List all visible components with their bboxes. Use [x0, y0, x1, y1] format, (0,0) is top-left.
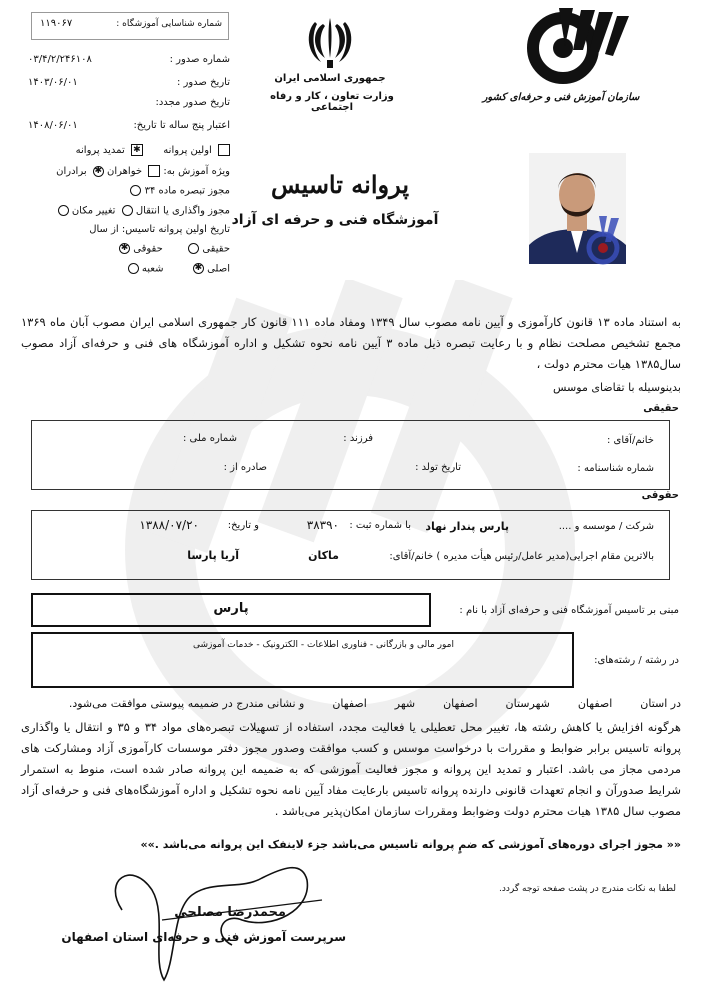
sisters-checkbox[interactable]: [148, 165, 160, 177]
first-license-label: اولین پروانه: [163, 145, 212, 156]
art34-radio[interactable]: [130, 185, 141, 196]
handwritten-signature: [92, 850, 342, 990]
id-number-label: شماره شناسنامه :: [577, 463, 654, 474]
intro-request: بدینوسیله با تقاضای موسس: [553, 381, 681, 394]
executive-last-name: ماکان: [308, 549, 339, 562]
license-type-row: [76, 144, 230, 156]
issue-date-row: [28, 77, 230, 88]
art34-label: مجوز تبصره ماده ۳۴: [144, 185, 230, 197]
intro-paragraph: به استناد ماده ۱۳ قانون کارآموزی و آیین نامه مصوب سال ۱۳۴۹ ومفاد ماده ۱۱۱ قانون کار جمهوری اسلامی ایران مصوب آبان ماه ۱۳۶۹ مجمع تشخیص مصلحت نظام و با رعایت تبصره ذیل ماده ۳ آیین نامه نحوه تشکیل و اداره آموزشگاه های فنی و حرفه‌ای آزاد مصوب سال۱۳۸۵ هیات محترم دولت ،: [21, 315, 681, 371]
issue-number-value: ۰۳/۴/۲/۲۴۶۱۰۸: [28, 54, 92, 65]
transfer-label: مجوز واگذاری یا انتقال: [135, 205, 230, 217]
ministry-name: وزارت تعاون ، کار و رفاه اجتماعی: [270, 91, 394, 113]
registration-box: [31, 12, 229, 40]
body-paragraph: هرگونه افزایش یا کاهش رشته ها، تغییر محل تعطیلی یا فعالیت مجدد، استفاده از تسهیلات تبصره‌های مواد ۳۴ و ۳۵ و انتقال یا واگذاری پروانه تاسیس برابر ضوابط و مقررات با درخواست موسس و کسب موافقت وصدور مجوز دفتر موسسات کارآموزی آزاد ومشارکت های مردمی مجاز می باشد. اعتبار و تمدید این پروانه و مجوز فعالیت آموزشی که به ضمیمه این پروانه صادر شده است، منوط به استمرار شرایط صدورآن و انجام تعهدات قانونی دارنده پروانه تاسیس بارعایت مفاد آیین نامه نحوه تشکیل و اداره آموزشگاه‌های فنی و حرفه‌ای آزاد مصوب سال ۱۳۸۵ هیات محترم دولت وضوابط ومقررات سازمان امکان‌پذیر می‌باشد .: [21, 720, 681, 818]
school-name-box: [31, 593, 431, 627]
natural-radio[interactable]: [188, 243, 199, 254]
reg-date-label: و تاریخ:: [227, 520, 259, 531]
stamp-badge-icon: [585, 212, 625, 268]
issue-date-label: تاریخ صدور :: [176, 77, 230, 88]
change-place-radio[interactable]: [58, 205, 69, 216]
fields-box: [31, 632, 574, 688]
company-name: پارس پندار نهاد: [425, 520, 509, 533]
org-name: سازمان آموزش فنی و حرفه‌ای کشور: [482, 92, 640, 103]
executive-label: بالاترین مقام اجرایی(مدیر عامل/رئیس هیأت مدیره ) خانم/آقای:: [389, 551, 654, 562]
legal-heading: حقوقی: [641, 490, 679, 501]
main-radio[interactable]: ✱: [194, 263, 203, 273]
special-training-label: ویژه آموزش به:: [163, 166, 230, 177]
branch-type-row: [125, 263, 230, 275]
reg-date-value: ۱۳۸۸/۰۷/۲۰: [139, 518, 199, 532]
fields-label: در رشته / رشته‌های:: [594, 655, 679, 666]
natural-person-box: [31, 420, 670, 490]
natural-name-label: خانم/آقای :: [606, 435, 654, 446]
reg-number-value: ۳۸۳۹۰: [306, 518, 339, 532]
birth-date-label: تاریخ تولد :: [415, 462, 461, 473]
bold-note: «« مجوز اجرای دوره‌های آموزشی که ضمٍ پروانه تاسیس می‌باشد جزء لاینفک این پروانه می‌باشد .»»: [140, 838, 681, 851]
validity-row: [28, 120, 230, 131]
page-title: پروانه تاسیس: [270, 170, 410, 199]
brothers-radio[interactable]: ✱: [94, 165, 103, 176]
transfer-radio[interactable]: [122, 205, 133, 216]
tvto-logo-icon: [525, 6, 635, 86]
art34-row: [127, 185, 230, 197]
first-license-checkbox[interactable]: [218, 144, 230, 156]
legal-radio[interactable]: ✱: [120, 243, 129, 253]
iran-emblem-icon: [305, 14, 355, 70]
fields-value: امور مالی و بازرگانی - فناوری اطلاعات - الکترونیک - خدمات آموزشی: [193, 640, 454, 650]
legal-person-box: [31, 510, 670, 580]
signatory-role: سرپرست آموزش فنی و حرفه‌ای استان اصفهان: [61, 930, 346, 944]
footnote: لطفا به نکات مندرج در پشت صفحه توجه گردد.: [499, 884, 676, 894]
sisters-label: خواهران: [107, 166, 143, 177]
branch-radio[interactable]: [128, 263, 139, 274]
executive-first-name: آریا پارسا: [187, 549, 239, 562]
brothers-label: برادران: [56, 166, 87, 177]
issue-date-value: ۱۴۰۳/۰۶/۰۱: [28, 77, 78, 88]
reg-number-label: با شماره ثبت :: [349, 520, 411, 531]
company-label: شرکت / موسسه و ....: [558, 521, 654, 532]
national-id-label: شماره ملی :: [182, 433, 237, 444]
child-of-label: فرزند :: [343, 433, 373, 444]
registration-value: ۱۱۹۰۶۷: [40, 18, 73, 29]
signatory-name: محمدرضا مصلحی: [174, 905, 286, 920]
renew-license-checkbox[interactable]: ✱: [131, 144, 143, 156]
branch-label: شعبه: [141, 263, 164, 275]
validity-label: اعتبار پنج ساله تا تاریخ:: [133, 120, 230, 131]
natural-label: حقیقی: [202, 243, 230, 255]
change-place-label: تغییر مکان: [71, 205, 116, 217]
transfer-row: [55, 205, 230, 217]
first-license-date-label: تاریخ اولین پروانه تاسیس: از سال: [89, 224, 230, 235]
school-name-value: پارس: [213, 601, 249, 616]
page-subtitle: آموزشگاه فنی و حرفه ای آزاد: [231, 212, 439, 228]
registration-label: شماره شناسایی آموزشگاه :: [116, 19, 222, 29]
legal-label: حقوقی: [133, 243, 163, 255]
renew-license-label: تمدید پروانه: [75, 145, 125, 156]
location-text: در استان اصفهان شهرستان اصفهان شهر اصفهان و نشانی مندرج در ضمیمه پیوستی موافقت می‌شود.: [68, 697, 681, 710]
issued-from-label: صادره از :: [223, 462, 267, 473]
issue-number-row: [28, 54, 230, 65]
school-name-label: مبنی بر تاسیس آموزشگاه فنی و حرفه‌ای آزاد با نام :: [459, 605, 679, 616]
owner-type-row: [116, 243, 230, 255]
issue-number-label: شماره صدور :: [169, 54, 230, 65]
main-label: اصلی: [207, 263, 230, 275]
reissue-date-label: تاریخ صدور مجدد:: [155, 97, 230, 108]
validity-value: ۱۴۰۸/۰۶/۰۱: [28, 120, 78, 131]
gender-row: [56, 165, 230, 177]
natural-heading: حقیقی: [643, 403, 679, 414]
country-name: جمهوری اسلامی ایران: [274, 73, 386, 84]
